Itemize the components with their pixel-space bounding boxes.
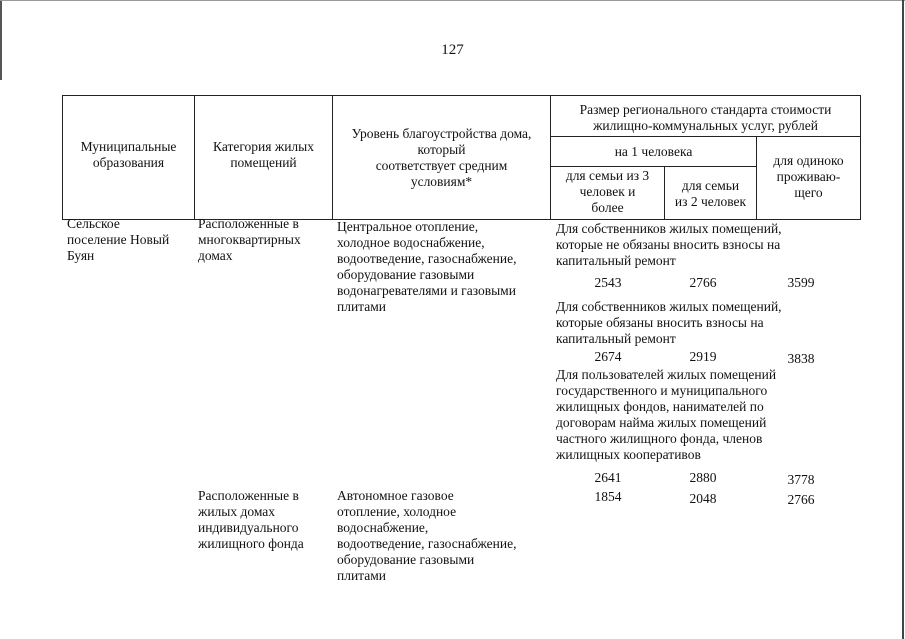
- header-family3: для семьи из 3 человек и более: [565, 168, 650, 215]
- scan-edge-right: [902, 0, 904, 639]
- header-per-person: на 1 человека: [614, 144, 693, 159]
- header-comfort: Уровень благоустройства дома, который соответствует средним условиям*: [351, 126, 532, 189]
- group-label-owners-no-repair: Для собственников жилых помещений, которые не обязаны вносить взносы на капитальный ремонт: [556, 221, 782, 268]
- value-owners-repair-family3: 2674: [594, 349, 622, 364]
- page-number: 127: [441, 42, 464, 58]
- group-label-owners-repair: Для собственников жилых помещений, которые обязаны вносить взносы на капитальный ремонт: [556, 299, 782, 346]
- scan-edge-left: [0, 0, 2, 80]
- cell-comfort-apartment: Центральное отопление, холодное водоснабжение, водоотведение, газоснабжение, оборудование газовыми водонагревателями и газовыми плитами: [337, 219, 517, 314]
- value-owners-repair-family2: 2919: [689, 349, 717, 364]
- value-individual-single: 2766: [787, 492, 815, 507]
- cell-municipality: Сельское поселение Новый Буян: [67, 216, 170, 263]
- cell-category-individual: Расположенные в жилых домах индивидуального жилищного фонда: [198, 488, 304, 551]
- group-label-tenants: Для пользователей жилых помещений государственного и муниципального жилищных фондов, нанимателей по договорам найма жилых помещений частного жилищного фонда, членов жилищных кооперативов: [556, 367, 777, 462]
- table-border-top: [62, 95, 861, 96]
- table-subheader-line-1: [550, 136, 860, 137]
- value-individual-family3: 1854: [594, 489, 622, 504]
- cell-category-apartment: Расположенные в многоквартирных домах: [198, 216, 301, 263]
- cell-comfort-individual: Автономное газовое отопление, холодное водоснабжение, водоотведение, газоснабжение, оборудование газовыми плитами: [337, 488, 517, 583]
- scan-edge-top: [0, 0, 905, 1]
- value-owners-no-repair-single: 3599: [787, 275, 815, 290]
- value-owners-no-repair-family2: 2766: [689, 275, 717, 290]
- header-standard-size: Размер регионального стандарта стоимости жилищно-коммунальных услуг, рублей: [579, 102, 832, 133]
- value-owners-no-repair-family3: 2543: [594, 275, 622, 290]
- table-subheader-line-2: [550, 166, 756, 167]
- table-col-line-6: [860, 95, 861, 220]
- header-family2: для семьи из 2 человек: [674, 178, 747, 209]
- value-individual-family2: 2048: [689, 491, 717, 506]
- value-tenants-family3: 2641: [594, 470, 622, 485]
- value-tenants-family2: 2880: [689, 470, 717, 485]
- value-owners-repair-single: 3838: [787, 351, 815, 366]
- header-municipal: Муниципальные образования: [80, 139, 177, 170]
- header-single: для одиноко проживаю- щего: [773, 153, 844, 200]
- header-category: Категория жилых помещений: [213, 139, 314, 170]
- value-tenants-single: 3778: [787, 472, 815, 487]
